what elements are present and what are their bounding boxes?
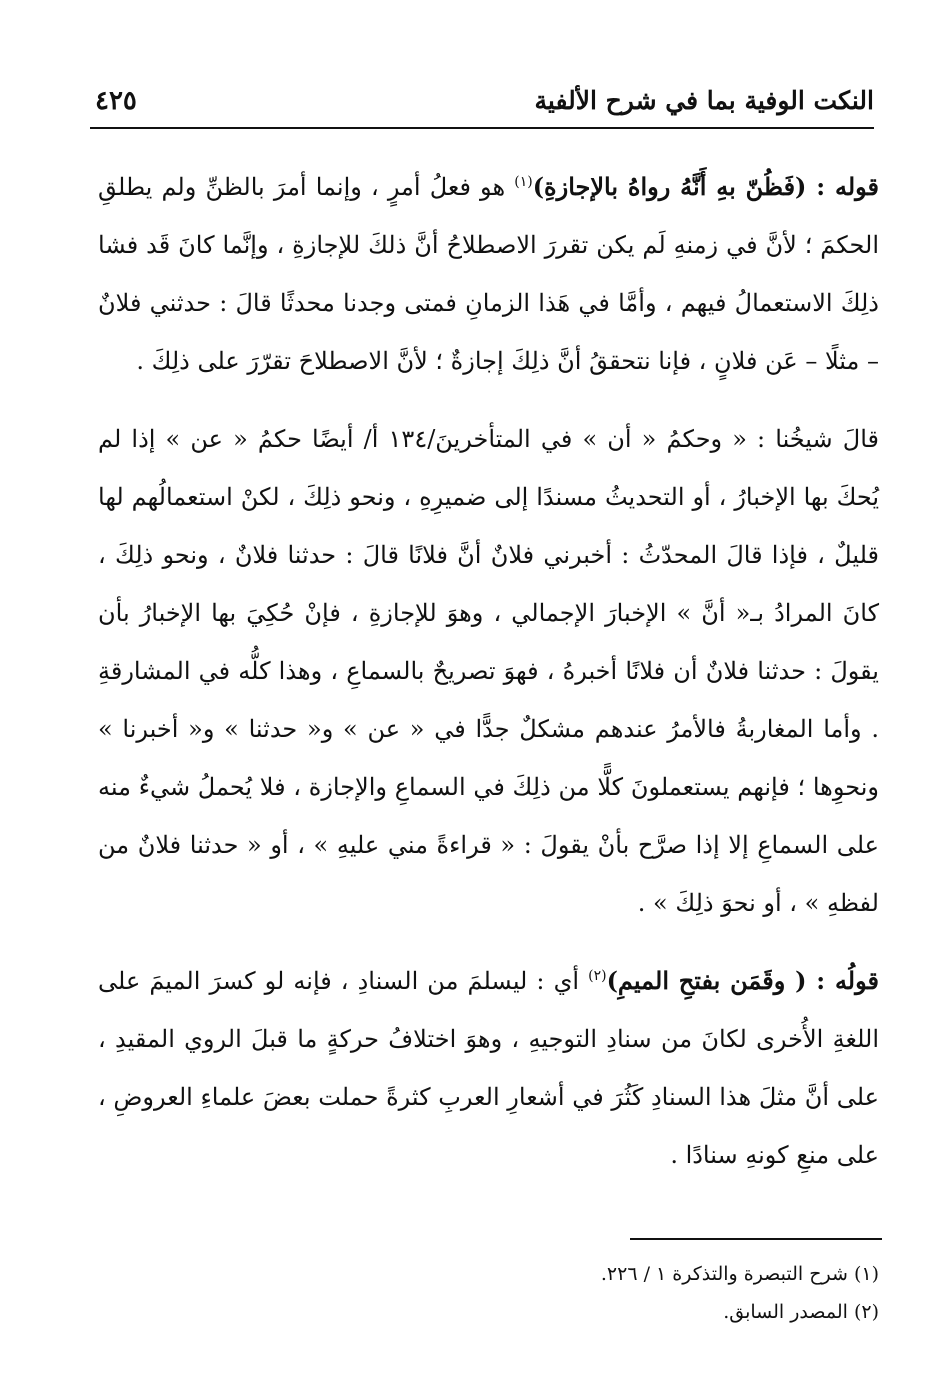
footnote-2: (٢) المصدر السابق. bbox=[723, 1301, 879, 1323]
page-header bbox=[95, 80, 874, 120]
paragraph-lead: قولُه : ( وقَمَن بفتحِ الميمِ) bbox=[606, 966, 879, 995]
paragraph-1 bbox=[98, 158, 879, 390]
page-number: ٤٢٥ bbox=[95, 86, 137, 116]
footnote-rule bbox=[630, 1238, 882, 1240]
footnote-reference: (١) bbox=[514, 174, 533, 190]
footnotes bbox=[98, 1255, 879, 1331]
body-text bbox=[98, 158, 879, 1204]
paragraph-lead: قوله : (فَظُنّ بهِ أَنَّهُ رواهُ بالإجازةِ) bbox=[532, 172, 880, 201]
paragraph-2 bbox=[98, 410, 879, 932]
paragraph-text: قالَ شيخُنا : « وحكمُ « أن » في المتأخرينَ/١٣٤ أ/ أيضًا حكمُ « عن » إذا لم يُحكَ بها الإخبارُ ، أو التحديثُ مسندًا إلى ضميرِهِ ، ونحو ذلِكَ ، لكنْ استعمالُهم لها قليلٌ ، فإذا قالَ المحدّثُ : أخبرني فلانٌ أنَّ فلانًا قالَ : حدثنا فلانٌ ، ونحو ذلِكَ ، كانَ المرادُ بـ« أنَّ » الإخبارَ الإجمالي ، وهوَ للإجازةِ ، فإنْ حُكِيَ بها الإخبارُ بأن يقولَ : حدثنا فلانٌ أن فلانًا أخبرهُ ، فهوَ تصريحٌ بالسماعِ ، وهذا كلُّه في المشارقةِ . وأما المغاربةُ فالأمرُ عندهم مشكلٌ جدًّا في « عن » و« حدثنا » و« أخبرنا » ونحوِها ؛ فإنهم يستعملونَ كلًّا من ذلِكَ في السماعِ والإجازة ، فلا يُحملُ شيءٌ منه على السماعِ إلا إذا صرَّح بأنْ يقولَ : « قراءةً مني عليهِ » ، أو « حدثنا فلانٌ من لفظهِ » ، أو نحوَ ذلِكَ » . bbox=[98, 425, 880, 917]
paragraph-text: أي : ليسلمَ من السنادِ ، فإنه لو كسرَ الميمَ على اللغةِ الأُخرى لكانَ من سنادِ التوجيهِ ، وهوَ اختلافُ حركةٍ ما قبلَ الروي المقيدِ ، على أنَّ مثلَ هذا السنادِ كَثُرَ في أشعارِ العربِ كثرةً حملت بعضَ علماءِ العروضِ ، على منعِ كونهِ سنادًا . bbox=[98, 967, 879, 1169]
footnote-reference: (٢) bbox=[588, 968, 607, 984]
running-title: النكت الوفية بما في شرح الألفية bbox=[534, 86, 874, 115]
header-rule bbox=[90, 127, 874, 129]
paragraph-text: هو فعلُ أمرٍ ، وإنما أمرَ بالظنِّ ولم يطلقِ الحكمَ ؛ لأنَّ في زمنهِ لَم يكن تقررَ الاصطلاحُ أنَّ ذلكَ للإجازةِ ، وإنَّما كانَ قَد فشا ذلِكَ الاستعمالُ فيهم ، وأمَّا في هَذا الزمانِ فمتى وجدنا محدثًا قالَ : حدثني فلانٌ – مثلًا – عَن فلانٍ ، فإنا نتحققُ أنَّ ذلِكَ إجازةٌ ؛ لأنَّ الاصطلاحَ تقرّرَ على ذلِكَ . bbox=[98, 173, 879, 375]
footnote-1: (١) شرح التبصرة والتذكرة ١ / ٢٢٦. bbox=[600, 1263, 879, 1285]
paragraph-3 bbox=[98, 952, 879, 1184]
